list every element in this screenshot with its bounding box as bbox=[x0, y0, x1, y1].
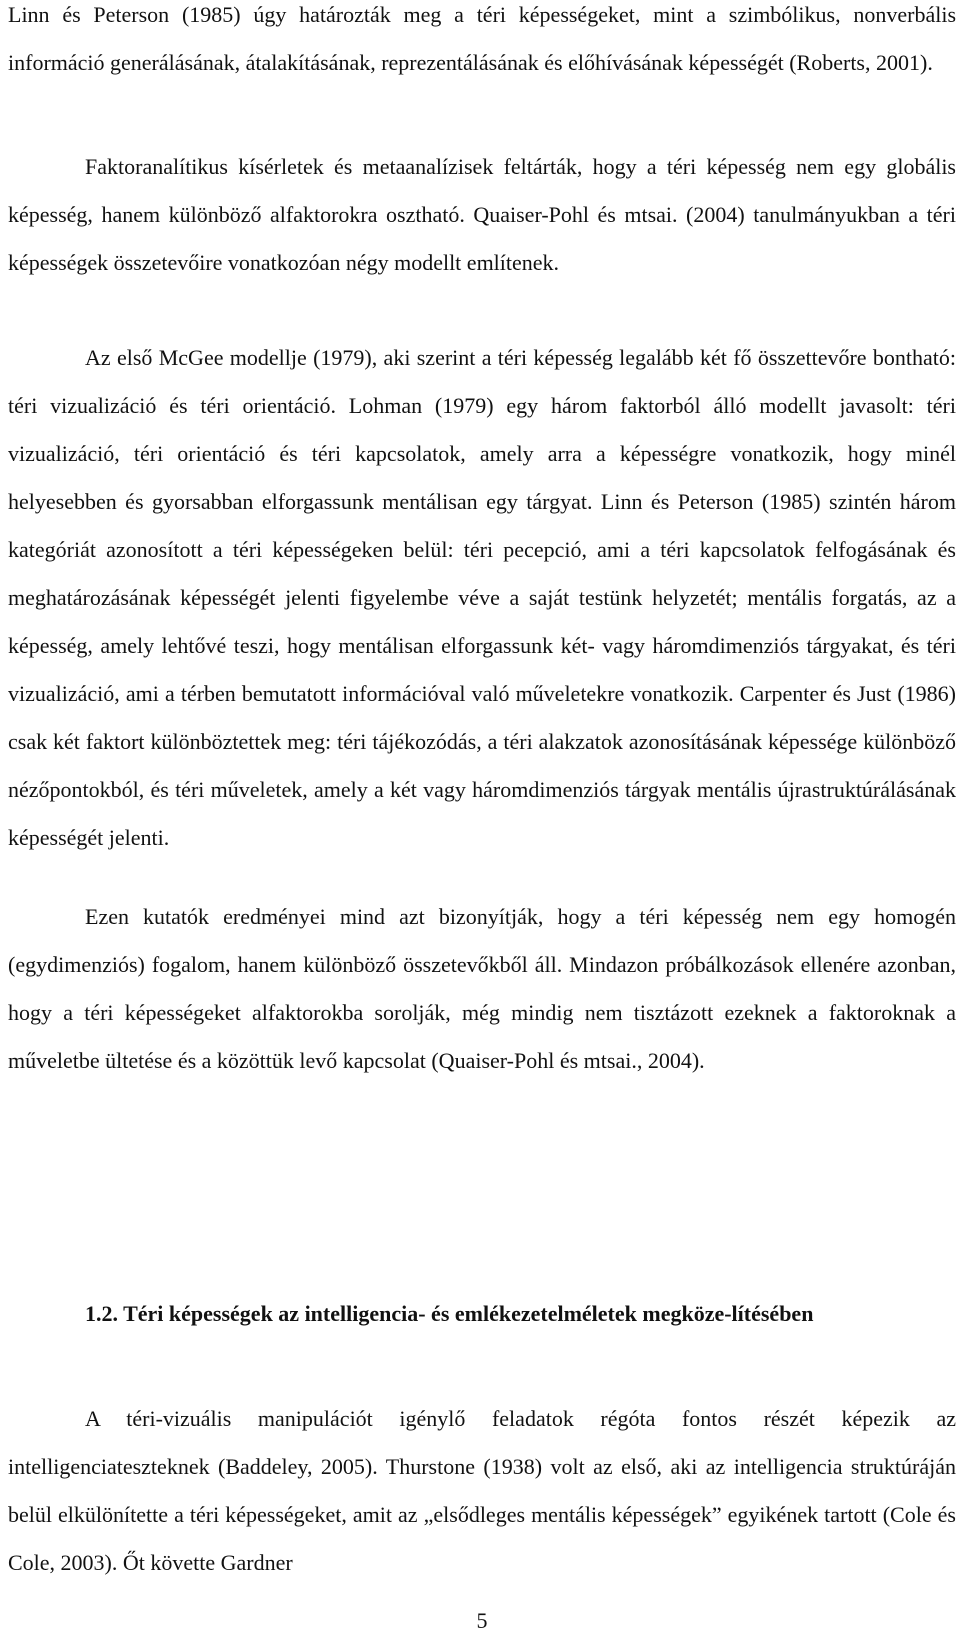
paragraph-models: Az első McGee modellje (1979), aki szerint a téri képesség legalább két fő összettevőre bontható: téri vizualizáció és téri orientáció. Lohman (1979) egy három faktorból álló modellt javasolt: téri vizualizáció, téri orientáció és téri kapcsolatok, amely arra a képességre vonatkozik, hogy minél helyesebben és gyorsabban elforgassunk mentálisan egy tárgyat. Linn és Peterson (1985) szintén három kategóriát azonosított a téri képességeken belül: téri pecepció, ami a téri kapcsolatok felfogásának és meghatározásának képességét jelenti figyelembe véve a saját testünk helyzetét; mentális forgatás, az a képesség, amely lehtővé teszi, hogy mentálisan elforgassunk két- vagy háromdimenziós tárgyakat, és téri vizualizáció, ami a térben bemutatott információval való műveletekre vonatkozik. Carpenter és Just (1986) csak két faktort különböztettek meg: téri tájékozódás, a téri alakzatok azonosításának képessége különböző nézőpontokból, és téri műveletek, amely a két vagy háromdimenziós tárgyak mentális újrastruktúrálásának képességét jelenti. bbox=[8, 345, 956, 850]
paragraph-conclusion: Ezen kutatók eredményei mind azt bizonyítják, hogy a téri képesség nem egy homogén (egydimenziós) fogalom, hanem különböző összetevőkből áll. Mindazon próbálkozások ellenére azonban, hogy a téri képességeket alfaktorokba sorolják, még mindig nem tisztázott ezeknek a faktoroknak a műveletbe ültetése és a közöttük levő kapcsolat (Quaiser-Pohl és mtsai., 2004). bbox=[8, 904, 956, 1073]
paragraph-intelligence-tests: A téri-vizuális manipulációt igénylő feladatok régóta fontos részét képezik az intelligenciateszteknek (Baddeley, 2005). Thurstone (1938) volt az első, aki az intelligencia struktúráján belül elkülönítette a téri képességeket, amit az „elsődleges mentális képességek” egyikének tartott (Cole és Cole, 2003). Őt követte Gardner bbox=[8, 1406, 956, 1575]
paragraph-definition: Linn és Peterson (1985) úgy határozták meg a téri képességeket, mint a szimbólikus, nonverbális információ generálásának, átalakításának, reprezentálásának és előhívásának képességét (Roberts, 2001). bbox=[8, 2, 956, 75]
page-number: 5 bbox=[476, 1608, 488, 1633]
paragraph-factor-analysis: Faktoranalítikus kísérletek és metaanalízisek feltárták, hogy a téri képesség nem egy globális képesség, hanem különböző alfaktorokra osztható. Quaiser-Pohl és mtsai. (2004) tanulmányukban a téri képességek összetevőire vonatkozóan négy modellt említenek. bbox=[8, 154, 956, 275]
section-heading: 1.2. Téri képességek az intelligencia- és emlékezetelméletek megköze-lítésében bbox=[85, 1301, 814, 1326]
